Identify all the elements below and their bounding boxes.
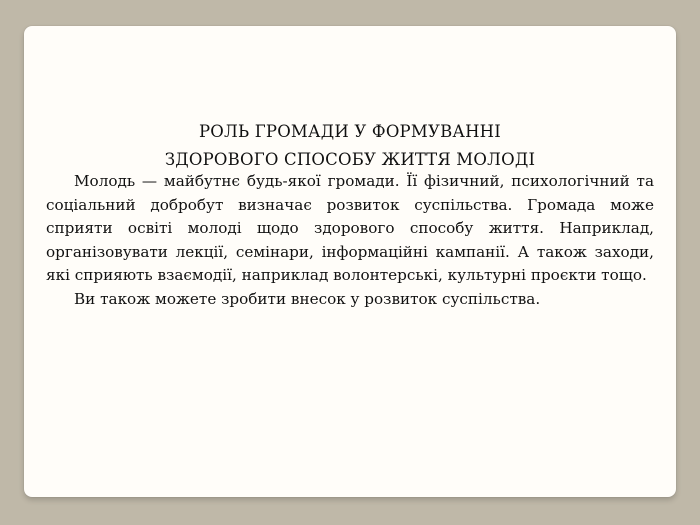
slide-body (46, 170, 654, 312)
slide-title-line-1: РОЛЬ ГРОМАДИ У ФОРМУВАННІ (199, 122, 501, 141)
slide-title-line-2: ЗДОРОВОГО СПОСОБУ ЖИТТЯ МОЛОДІ (164, 150, 536, 169)
body-paragraph-1: Молодь — майбутнє будь-якої громади. Її фізичний, психологічний та соціальний добробут визначає розвиток суспільства. Громада може сприяти освіті молоді щодо здорового способу життя. Наприклад, організовувати лекції, семінари, інформаційні кампанії. А також заходи, які сприяють взаємодії, наприклад волонтерські, культурні проєкти тощо. (46, 172, 654, 285)
slide-card (24, 26, 676, 497)
slide-title (24, 118, 676, 174)
body-paragraph-2: Ви також можете зробити внесок у розвиток суспільства. (74, 289, 541, 308)
